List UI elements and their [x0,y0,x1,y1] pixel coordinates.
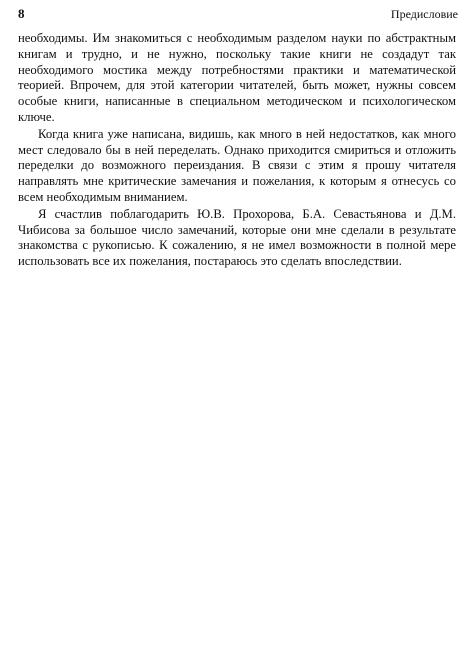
section-title: Предисловие [390,7,458,21]
paragraph-continuation: необходимы. Им знакомиться с необходимым разделом науки по абстрактным книгам и трудно, и не нужно, поскольку такие книги не создадут так необходимого мостика между потребностями практики и математической теорией. Впрочем, для этой категории читателей, быть может, нужны совсем особые книги, написанные в специальном методическом и психологическом ключе. [18,31,456,124]
body-text [18,31,456,270]
running-header [18,6,458,22]
paragraph-feedback-request: Когда книга уже написана, видишь, как много в ней недостатков, как много мест следовало бы в ней переделать. Однако приходится смириться и отложить переделки до возможного переиздания. В связи с этим я прошу читателя направлять мне критические замечания и пожелания, к которым я отнесусь со всем необходимым вниманием. [18,126,456,204]
paragraph-acknowledgements: Я счастлив поблагодарить Ю.В. Прохорова, Б.А. Севастьянова и Д.М. Чибисова за большое число замечаний, которые они мне сделали в результате знакомства с рукописью. К сожалению, я не имел возможности в полной мере использовать все их пожелания, постараюсь это сделать впоследствии. [18,206,456,269]
page-number: 8 [18,6,25,21]
